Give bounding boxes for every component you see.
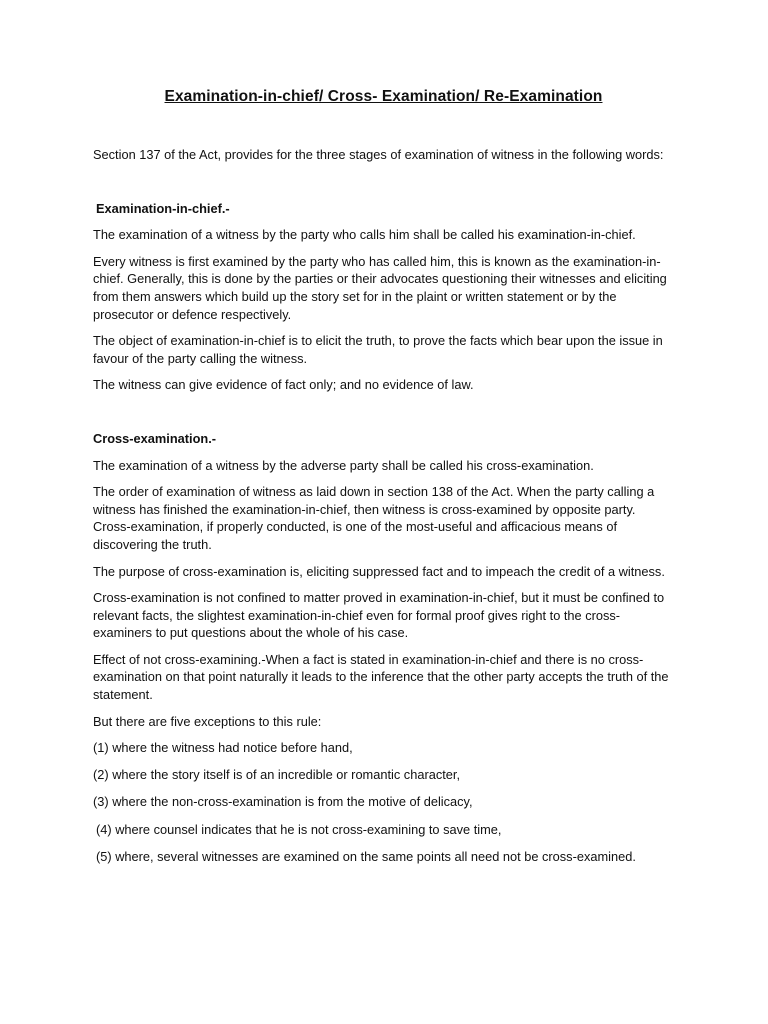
chief-paragraph: The witness can give evidence of fact only; and no evidence of law. [93,377,474,393]
cross-paragraph: But there are five exceptions to this rule: [93,713,322,729]
cross-paragraph: The purpose of cross-examination is, eliciting suppressed fact and to impeach the credit of a witness. [93,563,665,579]
exception-item: (1) where the witness had notice before hand, [93,740,353,756]
exception-item: (2) where the story itself is of an incredible or romantic character, [93,767,460,783]
heading-examination-in-chief: Examination-in-chief.- [96,200,230,216]
exception-item: (3) where the non-cross-examination is from the motive of delicacy, [93,794,473,810]
chief-paragraph: The examination of a witness by the party who calls him shall be called his examination-in-chief. [93,227,636,243]
document-title: Examination-in-chief/ Cross- Examination/ Re-Examination [164,88,603,105]
exception-item: (5) where, several witnesses are examined on the same points all need not be cross-examined. [96,848,636,864]
exception-item: (4) where counsel indicates that he is not cross-examining to save time, [96,821,502,837]
heading-cross-examination: Cross-examination.- [93,430,217,446]
cross-paragraph: Effect of not cross-examining.-When a fact is stated in examination-in-chief and there is no cross-examination on that point naturally it leads to the inference that the other party accepts the truth of the statement. [93,651,669,703]
cross-paragraph: Cross-examination is not confined to matter proved in examination-in-chief, but it must be confined to relevant facts, the slightest examination-in-chief even for formal proof gives right to the cross-examiners to put questions about the whole of his case. [93,590,665,641]
cross-paragraph: The order of examination of witness as laid down in section 138 of the Act. When the party calling a witness has finished the examination-in-chief, then witness is cross-examined by opposite party. Cross-examination, if properly conducted, is one of the most-useful and afficacious means of discovering the truth. [93,484,655,552]
chief-paragraph: The object of examination-in-chief is to elicit the truth, to prove the facts which bear upon the issue in favour of the party calling the witness. [93,333,663,366]
chief-paragraph: Every witness is first examined by the party who has called him, this is known as the examination-in-chief. Generally, this is done by the parties or their advocates questioning their witnesses and eliciting from them answers which build up the story set for in the plaint or written statement or by the prosecutor or defence respectively. [93,253,667,322]
intro-paragraph: Section 137 of the Act, provides for the three stages of examination of witness in the following words: [93,147,664,162]
cross-paragraph: The examination of a witness by the adverse party shall be called his cross-examination. [93,457,594,473]
